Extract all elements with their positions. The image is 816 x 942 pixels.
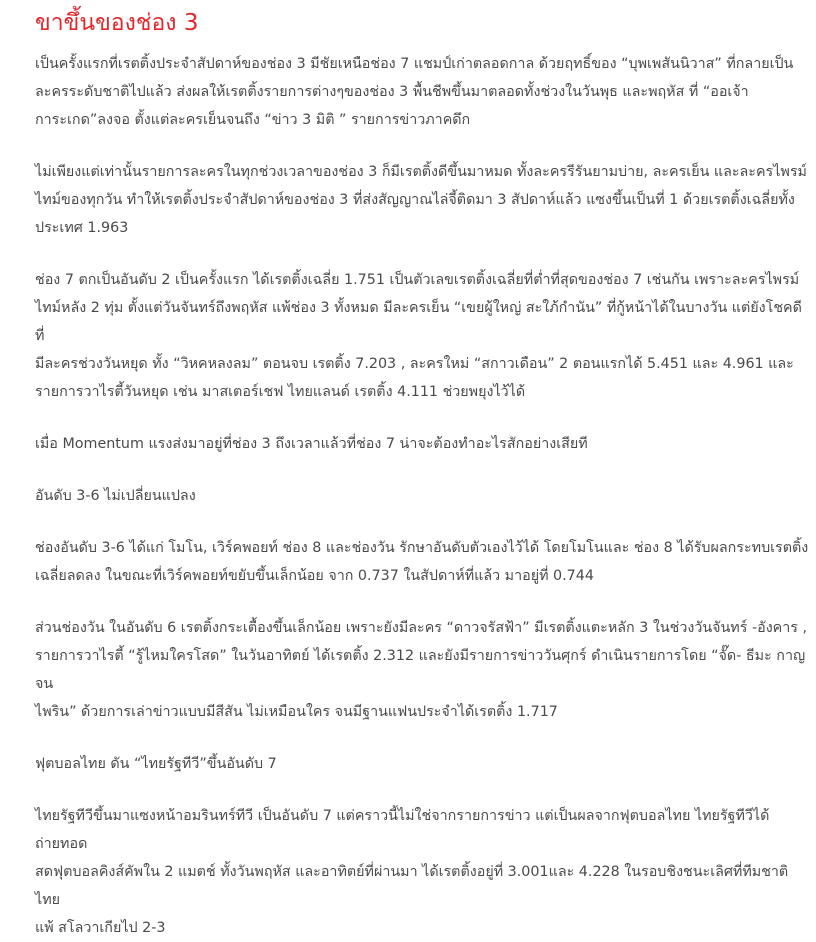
paragraph-line: เมื่อ Momentum แรงส่งมาอยู่ที่ช่อง 3 ถึงเวลาแล้วที่ช่อง 7 น่าจะต้องทำอะไรสักอย่างเสียที [35,436,588,452]
paragraph-line: เฉลี่ยลดลง ในขณะที่เวิร์คพอยท์ขยับขึ้นเล็กน้อย จาก 0.737 ในสัปดาห์ที่แล้ว มาอยู่ที่ 0.744 [35,568,594,584]
paragraph-line: มีละครช่วงวันหยุด ทั้ง “วิหคหลงลม” ตอนจบ เรตติ้ง 7.203 , ละครใหม่ “สกาวเดือน” 2 ตอนแรกได้ 5.451 และ 4.961 และ [35,356,794,372]
paragraph-line: ฟุตบอลไทย ดัน “ไทยรัฐทีวี”ขึ้นอันดับ 7 [35,756,277,772]
paragraph-line: ไทม์หลัง 2 ทุ่ม ตั้งแต่วันจันทร์ถึงพฤหัส แพ้ช่อง 3 ทั้งหมด มีละครเย็น “เขยผู้ใหญ่ สะใภ้กำนัน” ที่กู้หน้าได้ในบางวัน แต่ยังโชคดีที่ [35,300,802,344]
paragraph-spacer [35,134,809,158]
paragraph-line: ไพริน” ด้วยการเล่าข่าวแบบมีสีสัน ไม่เหมือนใคร จนมีฐานแฟนประจำได้เรตติ้ง 1.717 [35,704,558,720]
article-paragraph [35,802,809,942]
paragraph-spacer [35,242,809,266]
article-paragraph [35,534,809,590]
article-paragraph [35,50,809,134]
article-paragraph [35,266,809,406]
article [35,0,809,942]
paragraph-spacer [35,590,809,614]
paragraph-line: อันดับ 3-6 ไม่เปลี่ยนแปลง [35,488,196,504]
paragraph-line: ไม่เพียงแต่เท่านั้นรายการละครในทุกช่วงเวลาของช่อง 3 ก็มีเรตติ้งดีขึ้นมาหมด ทั้งละครรีรันยามบ่าย, ละครเย็น และละครไพรม์ [35,164,807,180]
paragraph-spacer [35,458,809,482]
paragraph-line: ละครระดับชาติไปแล้ว ส่งผลให้เรตติ้งรายการต่างๆของช่อง 3 พื้นชีพขึ้นมาตลอดทั้งช่วงในวันพุธ และพฤหัส ที่ “ออเจ้า [35,84,749,100]
paragraph-line: รายการวาไรตี้วันหยุด เช่น มาสเตอร์เชฟ ไทยแลนด์ เรตติ้ง 4.111 ช่วยพยุงไว้ได้ [35,384,526,400]
paragraph-spacer [35,510,809,534]
paragraph-line: ส่วนช่องวัน ในอันดับ 6 เรตติ้งกระเตื้องขึ้นเล็กน้อย เพราะยังมีละคร “ดาวจรัสฟ้า” มีเรตติ้งแตะหลัก 3 ในช่วงวันจันทร์ -อังคาร , [35,620,808,636]
paragraph-line: ไทยรัฐทีวีขึ้นมาแซงหน้าอมรินทร์ทีวี เป็นอันดับ 7 แต่คราวนี้ไม่ใช่จากรายการข่าว แต่เป็นผลจากฟุตบอลไทย ไทยรัฐทีวีได้ถ่ายทอด [35,808,770,852]
paragraph-line: แพ้ สโลวาเกียไป 2-3 [35,920,166,936]
paragraph-spacer [35,778,809,802]
paragraph-line: รายการวาไรตี้ “รู้ไหมใครโสด” ในวันอาทิตย์ ได้เรตติ้ง 2.312 และยังมีรายการข่าววันศุกร์ ดำเนินรายการโดย “จั๊ด- ธีมะ กาญจน [35,648,806,692]
paragraph-spacer [35,406,809,430]
article-paragraph [35,430,809,458]
paragraph-line: ช่อง 7 ตกเป็นอันดับ 2 เป็นครั้งแรก ได้เรตติ้งเฉลี่ย 1.751 เป็นตัวเลขเรตติ้งเฉลี่ยที่ต่ำที่สุดของช่อง 7 เช่นกัน เพราะละครไพรม์ [35,272,800,288]
article-paragraph [35,614,809,726]
article-subheading [35,482,809,510]
paragraph-line: เป็นครั้งแรกที่เรตติ้งประจำสัปดาห์ของช่อง 3 มีชัยเหนือช่อง 7 แชมป์เก่าตลอดกาล ด้วยฤทธิ์ของ “บุพเพสันนิวาส” ที่กลายเป็น [35,56,794,72]
paragraph-line: ประเทศ 1.963 [35,220,129,236]
paragraph-line: สดฟุตบอลคิงส์คัพใน 2 แมตช์ ทั้งวันพฤหัส และอาทิตย์ที่ผ่านมา ได้เรตติ้งอยู่ที่ 3.001และ 4.228 ในรอบชิงชนะเลิศที่ทีมชาติไทย [35,864,789,908]
article-paragraph [35,158,809,242]
article-subheading [35,750,809,778]
paragraph-line: การะเกด”ลงจอ ตั้งแต่ละครเย็นจนถึง “ข่าว 3 มิติ ” รายการข่าวภาคดึก [35,112,471,128]
paragraph-line: ช่องอันดับ 3-6 ได้แก่ โมโน, เวิร์คพอยท์ ช่อง 8 และช่องวัน รักษาอันดับตัวเองไว้ได้ โดยโมโนและ ช่อง 8 ได้รับผลกระทบเรตติ้ง [35,540,809,556]
paragraph-spacer [35,726,809,750]
paragraph-line: ไทม์ของทุกวัน ทำให้เรตติ้งประจำสัปดาห์ของช่อง 3 ที่ส่งสัญญาณไล่จี้ติดมา 3 สัปดาห์แล้ว แซงขึ้นเป็นที่ 1 ด้วยเรตติ้งเฉลี่ยทั้ง [35,192,795,208]
article-heading: ขาขึ้นของช่อง 3 [35,10,199,36]
